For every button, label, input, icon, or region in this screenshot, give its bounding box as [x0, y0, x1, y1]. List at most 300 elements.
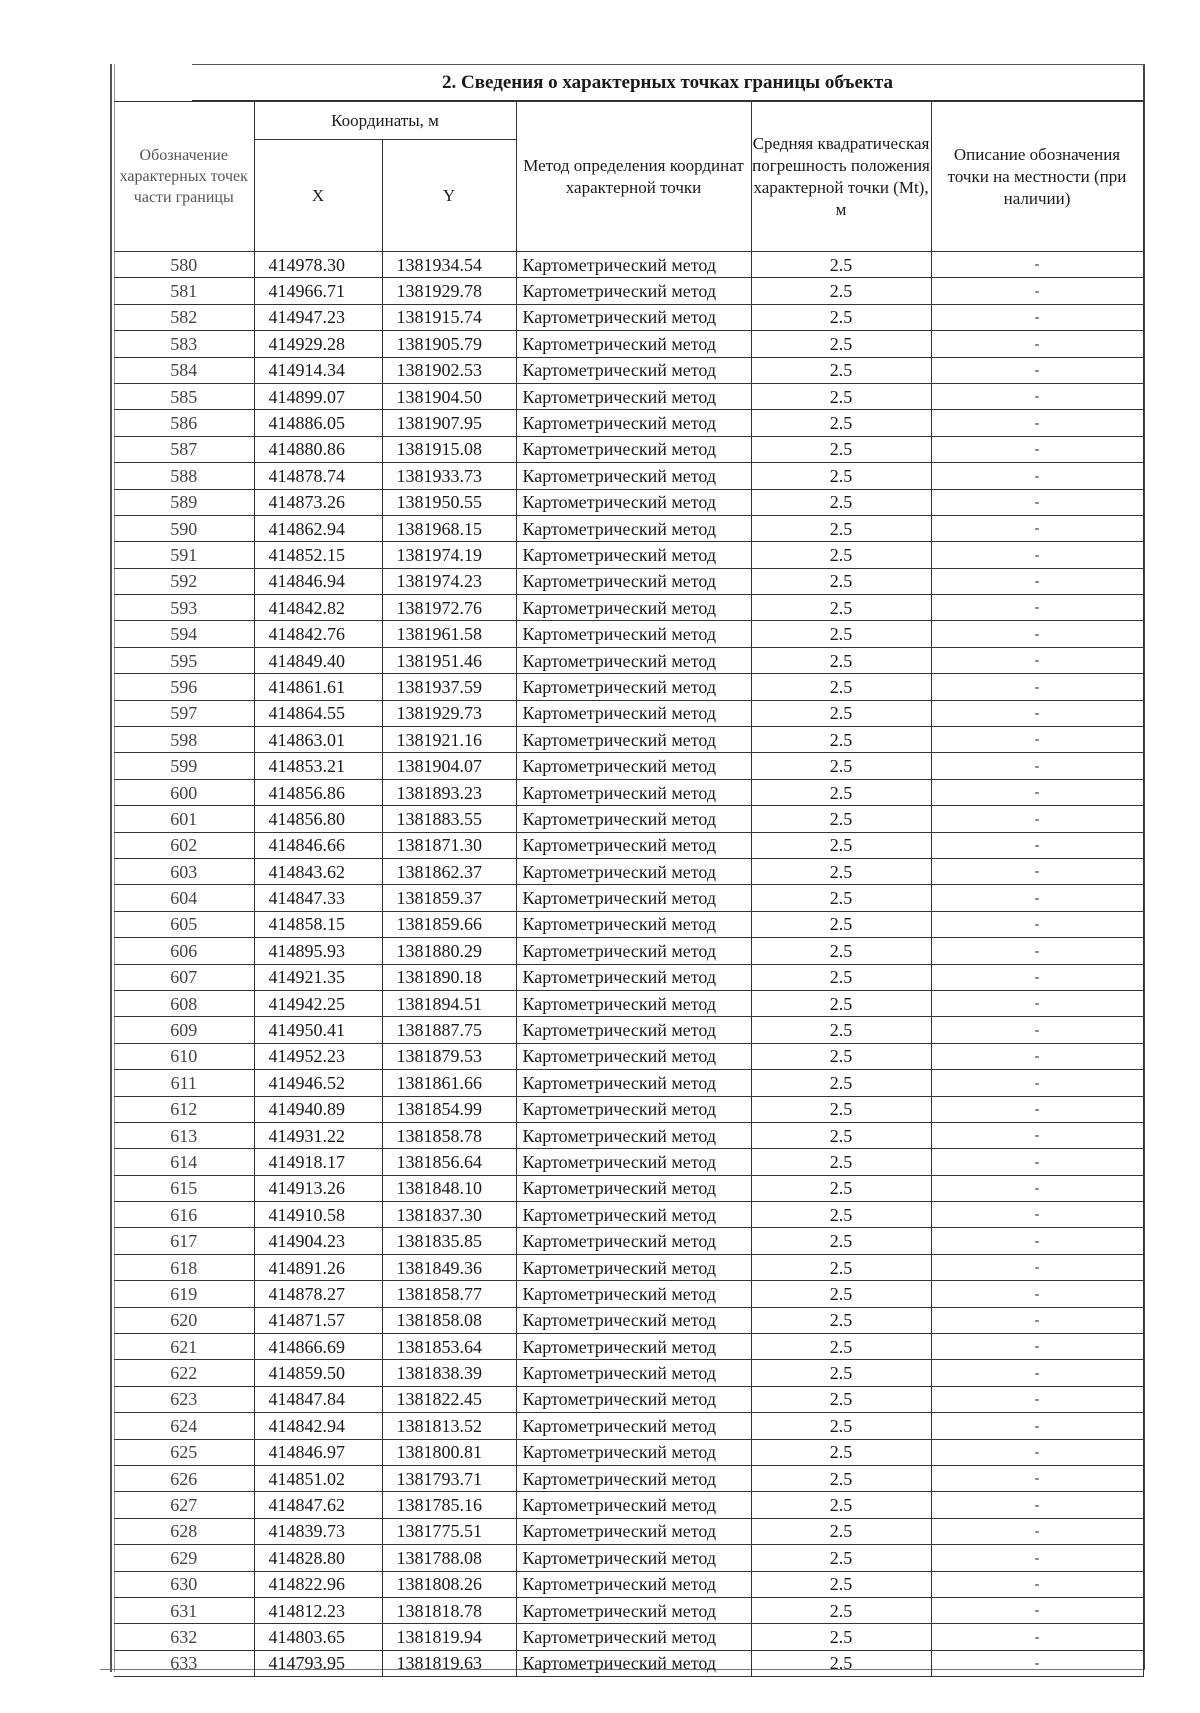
table-row	[114, 304, 1143, 330]
coord-y: 1381813.52	[382, 1413, 516, 1439]
method-cell: Картометрический метод	[516, 1413, 751, 1439]
error-cell: 2.5	[751, 1070, 931, 1096]
error-cell: 2.5	[751, 463, 931, 489]
point-number: 593	[114, 595, 254, 621]
coord-y: 1381775.51	[382, 1518, 516, 1544]
method-cell: Картометрический метод	[516, 700, 751, 726]
coord-y: 1381968.15	[382, 515, 516, 541]
description-cell: -	[931, 515, 1143, 541]
point-number: 602	[114, 832, 254, 858]
coord-x: 414895.93	[254, 938, 382, 964]
header-method: Метод определения координат характерной точки	[516, 102, 751, 252]
method-cell: Картометрический метод	[516, 383, 751, 409]
header-description: Описание обозначения точки на местности (при наличии)	[931, 102, 1143, 252]
coord-y: 1381848.10	[382, 1175, 516, 1201]
method-cell: Картометрический метод	[516, 1386, 751, 1412]
method-cell: Картометрический метод	[516, 515, 751, 541]
description-cell: -	[931, 806, 1143, 832]
description-cell: -	[931, 436, 1143, 462]
error-cell: 2.5	[751, 700, 931, 726]
table-row	[114, 1017, 1143, 1043]
error-cell: 2.5	[751, 1360, 931, 1386]
point-number: 617	[114, 1228, 254, 1254]
method-cell: Картометрический метод	[516, 938, 751, 964]
error-cell: 2.5	[751, 1650, 931, 1676]
header-x: X	[254, 140, 382, 252]
method-cell: Картометрический метод	[516, 568, 751, 594]
description-cell: -	[931, 700, 1143, 726]
description-cell: -	[931, 410, 1143, 436]
description-cell: -	[931, 331, 1143, 357]
error-cell: 2.5	[751, 1334, 931, 1360]
table-row	[114, 806, 1143, 832]
description-cell: -	[931, 647, 1143, 673]
coord-x: 414803.65	[254, 1624, 382, 1650]
error-cell: 2.5	[751, 911, 931, 937]
point-number: 629	[114, 1545, 254, 1571]
section-title: 2. Сведения о характерных точках границы объекта	[192, 66, 1143, 101]
description-cell: -	[931, 1043, 1143, 1069]
table-row	[114, 753, 1143, 779]
coord-y: 1381859.37	[382, 885, 516, 911]
error-cell: 2.5	[751, 753, 931, 779]
description-cell: -	[931, 1334, 1143, 1360]
description-cell: -	[931, 568, 1143, 594]
point-number: 632	[114, 1624, 254, 1650]
coord-y: 1381785.16	[382, 1492, 516, 1518]
method-cell: Картометрический метод	[516, 1307, 751, 1333]
description-cell: -	[931, 938, 1143, 964]
coord-y: 1381883.55	[382, 806, 516, 832]
coord-x: 414842.76	[254, 621, 382, 647]
error-cell: 2.5	[751, 1202, 931, 1228]
error-cell: 2.5	[751, 1413, 931, 1439]
coord-x: 414918.17	[254, 1149, 382, 1175]
table-row	[114, 1386, 1143, 1412]
table-row	[114, 1228, 1143, 1254]
error-cell: 2.5	[751, 964, 931, 990]
coord-y: 1381905.79	[382, 331, 516, 357]
point-number: 607	[114, 964, 254, 990]
coord-x: 414859.50	[254, 1360, 382, 1386]
coord-x: 414913.26	[254, 1175, 382, 1201]
description-cell: -	[931, 1571, 1143, 1597]
coord-y: 1381793.71	[382, 1465, 516, 1491]
coord-y: 1381819.94	[382, 1624, 516, 1650]
error-cell: 2.5	[751, 1439, 931, 1465]
coord-y: 1381822.45	[382, 1386, 516, 1412]
table-row	[114, 1439, 1143, 1465]
method-cell: Картометрический метод	[516, 489, 751, 515]
point-number: 609	[114, 1017, 254, 1043]
method-cell: Картометрический метод	[516, 1334, 751, 1360]
coord-y: 1381853.64	[382, 1334, 516, 1360]
description-cell: -	[931, 542, 1143, 568]
method-cell: Картометрический метод	[516, 990, 751, 1016]
method-cell: Картометрический метод	[516, 1597, 751, 1623]
error-cell: 2.5	[751, 779, 931, 805]
table-row	[114, 252, 1143, 278]
point-number: 592	[114, 568, 254, 594]
coord-x: 414929.28	[254, 331, 382, 357]
point-number: 586	[114, 410, 254, 436]
description-cell: -	[931, 304, 1143, 330]
coord-y: 1381974.19	[382, 542, 516, 568]
coord-y: 1381894.51	[382, 990, 516, 1016]
error-cell: 2.5	[751, 1465, 931, 1491]
coord-x: 414849.40	[254, 647, 382, 673]
coord-y: 1381838.39	[382, 1360, 516, 1386]
description-cell: -	[931, 621, 1143, 647]
method-cell: Картометрический метод	[516, 621, 751, 647]
point-number: 591	[114, 542, 254, 568]
error-cell: 2.5	[751, 885, 931, 911]
table-row	[114, 383, 1143, 409]
point-number: 589	[114, 489, 254, 515]
coord-y: 1381915.74	[382, 304, 516, 330]
point-number: 615	[114, 1175, 254, 1201]
description-cell: -	[931, 1465, 1143, 1491]
coord-y: 1381933.73	[382, 463, 516, 489]
error-cell: 2.5	[751, 357, 931, 383]
coord-x: 414904.23	[254, 1228, 382, 1254]
method-cell: Картометрический метод	[516, 1465, 751, 1491]
description-cell: -	[931, 1254, 1143, 1280]
error-cell: 2.5	[751, 832, 931, 858]
error-cell: 2.5	[751, 252, 931, 278]
method-cell: Картометрический метод	[516, 1096, 751, 1122]
point-number: 626	[114, 1465, 254, 1491]
table-row	[114, 832, 1143, 858]
description-cell: -	[931, 1096, 1143, 1122]
coord-x: 414966.71	[254, 278, 382, 304]
point-number: 622	[114, 1360, 254, 1386]
coord-x: 414862.94	[254, 515, 382, 541]
method-cell: Картометрический метод	[516, 1175, 751, 1201]
description-cell: -	[931, 1017, 1143, 1043]
point-number: 620	[114, 1307, 254, 1333]
coord-x: 414947.23	[254, 304, 382, 330]
point-number: 611	[114, 1070, 254, 1096]
table-row	[114, 674, 1143, 700]
table-row	[114, 1545, 1143, 1571]
coord-y: 1381961.58	[382, 621, 516, 647]
table-row	[114, 1413, 1143, 1439]
table-row	[114, 1360, 1143, 1386]
coord-y: 1381808.26	[382, 1571, 516, 1597]
method-cell: Картометрический метод	[516, 911, 751, 937]
description-cell: -	[931, 1070, 1143, 1096]
coord-x: 414846.94	[254, 568, 382, 594]
coord-x: 414853.21	[254, 753, 382, 779]
error-cell: 2.5	[751, 1149, 931, 1175]
method-cell: Картометрический метод	[516, 858, 751, 884]
coord-x: 414878.27	[254, 1281, 382, 1307]
coord-x: 414842.82	[254, 595, 382, 621]
coord-x: 414793.95	[254, 1650, 382, 1676]
coord-y: 1381915.08	[382, 436, 516, 462]
point-number: 580	[114, 252, 254, 278]
point-number: 605	[114, 911, 254, 937]
coord-x: 414910.58	[254, 1202, 382, 1228]
header-error: Средняя квадратическая погрешность положения характерной точки (Mt), м	[751, 102, 931, 252]
error-cell: 2.5	[751, 595, 931, 621]
description-cell: -	[931, 1545, 1143, 1571]
point-number: 588	[114, 463, 254, 489]
coord-x: 414847.84	[254, 1386, 382, 1412]
error-cell: 2.5	[751, 806, 931, 832]
coord-x: 414871.57	[254, 1307, 382, 1333]
coord-y: 1381800.81	[382, 1439, 516, 1465]
coord-y: 1381835.85	[382, 1228, 516, 1254]
method-cell: Картометрический метод	[516, 1571, 751, 1597]
table-row	[114, 1650, 1143, 1676]
table-row	[114, 1202, 1143, 1228]
error-cell: 2.5	[751, 1096, 931, 1122]
point-number: 584	[114, 357, 254, 383]
coord-y: 1381859.66	[382, 911, 516, 937]
table-row	[114, 911, 1143, 937]
description-cell: -	[931, 1360, 1143, 1386]
coord-x: 414856.80	[254, 806, 382, 832]
coord-x: 414864.55	[254, 700, 382, 726]
description-cell: -	[931, 1202, 1143, 1228]
table-row	[114, 1597, 1143, 1623]
table-row	[114, 1307, 1143, 1333]
coord-x: 414846.97	[254, 1439, 382, 1465]
point-number: 603	[114, 858, 254, 884]
table-row	[114, 1175, 1143, 1201]
description-cell: -	[931, 1149, 1143, 1175]
description-cell: -	[931, 1597, 1143, 1623]
coord-y: 1381951.46	[382, 647, 516, 673]
method-cell: Картометрический метод	[516, 674, 751, 700]
scan-border-top	[192, 64, 1145, 65]
error-cell: 2.5	[751, 1175, 931, 1201]
coord-y: 1381788.08	[382, 1545, 516, 1571]
method-cell: Картометрический метод	[516, 753, 751, 779]
point-number: 582	[114, 304, 254, 330]
description-cell: -	[931, 858, 1143, 884]
description-cell: -	[931, 1175, 1143, 1201]
error-cell: 2.5	[751, 1386, 931, 1412]
coord-x: 414899.07	[254, 383, 382, 409]
error-cell: 2.5	[751, 568, 931, 594]
description-cell: -	[931, 1492, 1143, 1518]
method-cell: Картометрический метод	[516, 647, 751, 673]
coord-x: 414942.25	[254, 990, 382, 1016]
table-row	[114, 727, 1143, 753]
table-row	[114, 1334, 1143, 1360]
coord-y: 1381950.55	[382, 489, 516, 515]
description-cell: -	[931, 1439, 1143, 1465]
coord-x: 414842.94	[254, 1413, 382, 1439]
table-row	[114, 489, 1143, 515]
coord-y: 1381887.75	[382, 1017, 516, 1043]
method-cell: Картометрический метод	[516, 357, 751, 383]
header-y: Y	[382, 140, 516, 252]
coord-x: 414940.89	[254, 1096, 382, 1122]
coord-x: 414950.41	[254, 1017, 382, 1043]
header-point-label: Обозначение характерных точек части границы	[114, 102, 254, 252]
error-cell: 2.5	[751, 647, 931, 673]
method-cell: Картометрический метод	[516, 1281, 751, 1307]
coord-x: 414856.86	[254, 779, 382, 805]
coord-y: 1381858.78	[382, 1122, 516, 1148]
table-row	[114, 278, 1143, 304]
description-cell: -	[931, 489, 1143, 515]
point-number: 623	[114, 1386, 254, 1412]
point-number: 630	[114, 1571, 254, 1597]
method-cell: Картометрический метод	[516, 1624, 751, 1650]
coord-y: 1381937.59	[382, 674, 516, 700]
method-cell: Картометрический метод	[516, 463, 751, 489]
coord-x: 414931.22	[254, 1122, 382, 1148]
point-number: 606	[114, 938, 254, 964]
method-cell: Картометрический метод	[516, 1360, 751, 1386]
coord-y: 1381972.76	[382, 595, 516, 621]
coord-y: 1381861.66	[382, 1070, 516, 1096]
method-cell: Картометрический метод	[516, 1043, 751, 1069]
method-cell: Картометрический метод	[516, 1518, 751, 1544]
description-cell: -	[931, 1228, 1143, 1254]
method-cell: Картометрический метод	[516, 964, 751, 990]
coord-x: 414978.30	[254, 252, 382, 278]
method-cell: Картометрический метод	[516, 779, 751, 805]
table-row	[114, 463, 1143, 489]
description-cell: -	[931, 595, 1143, 621]
description-cell: -	[931, 383, 1143, 409]
table-row	[114, 1122, 1143, 1148]
error-cell: 2.5	[751, 304, 931, 330]
method-cell: Картометрический метод	[516, 595, 751, 621]
error-cell: 2.5	[751, 1624, 931, 1650]
coord-x: 414843.62	[254, 858, 382, 884]
error-cell: 2.5	[751, 542, 931, 568]
coord-y: 1381921.16	[382, 727, 516, 753]
description-cell: -	[931, 674, 1143, 700]
description-cell: -	[931, 357, 1143, 383]
table-row	[114, 779, 1143, 805]
table-row	[114, 858, 1143, 884]
method-cell: Картометрический метод	[516, 1149, 751, 1175]
table-row	[114, 990, 1143, 1016]
coord-y: 1381929.73	[382, 700, 516, 726]
description-cell: -	[931, 885, 1143, 911]
coord-x: 414863.01	[254, 727, 382, 753]
method-cell: Картометрический метод	[516, 1070, 751, 1096]
error-cell: 2.5	[751, 1545, 931, 1571]
method-cell: Картометрический метод	[516, 1017, 751, 1043]
description-cell: -	[931, 1281, 1143, 1307]
point-number: 583	[114, 331, 254, 357]
error-cell: 2.5	[751, 990, 931, 1016]
coord-x: 414952.23	[254, 1043, 382, 1069]
point-number: 628	[114, 1518, 254, 1544]
table-row	[114, 1624, 1143, 1650]
method-cell: Картометрический метод	[516, 1439, 751, 1465]
description-cell: -	[931, 1624, 1143, 1650]
table-row	[114, 1096, 1143, 1122]
coord-x: 414946.52	[254, 1070, 382, 1096]
point-number: 601	[114, 806, 254, 832]
error-cell: 2.5	[751, 1122, 931, 1148]
coord-y: 1381854.99	[382, 1096, 516, 1122]
coord-y: 1381837.30	[382, 1202, 516, 1228]
error-cell: 2.5	[751, 1254, 931, 1280]
point-number: 616	[114, 1202, 254, 1228]
point-number: 627	[114, 1492, 254, 1518]
table-row	[114, 1281, 1143, 1307]
error-cell: 2.5	[751, 331, 931, 357]
table-row	[114, 542, 1143, 568]
point-number: 612	[114, 1096, 254, 1122]
point-number: 596	[114, 674, 254, 700]
error-cell: 2.5	[751, 1228, 931, 1254]
coord-y: 1381849.36	[382, 1254, 516, 1280]
table-row	[114, 1492, 1143, 1518]
method-cell: Картометрический метод	[516, 1650, 751, 1676]
point-number: 594	[114, 621, 254, 647]
scan-border-left	[110, 64, 112, 1672]
error-cell: 2.5	[751, 515, 931, 541]
coord-y: 1381862.37	[382, 858, 516, 884]
coord-y: 1381818.78	[382, 1597, 516, 1623]
description-cell: -	[931, 278, 1143, 304]
description-cell: -	[931, 1650, 1143, 1676]
point-number: 600	[114, 779, 254, 805]
coord-x: 414878.74	[254, 463, 382, 489]
point-number: 625	[114, 1439, 254, 1465]
point-number: 619	[114, 1281, 254, 1307]
point-number: 608	[114, 990, 254, 1016]
method-cell: Картометрический метод	[516, 542, 751, 568]
point-number: 597	[114, 700, 254, 726]
method-cell: Картометрический метод	[516, 1202, 751, 1228]
error-cell: 2.5	[751, 1281, 931, 1307]
description-cell: -	[931, 1122, 1143, 1148]
error-cell: 2.5	[751, 858, 931, 884]
method-cell: Картометрический метод	[516, 304, 751, 330]
method-cell: Картометрический метод	[516, 1492, 751, 1518]
table-row	[114, 595, 1143, 621]
description-cell: -	[931, 1386, 1143, 1412]
coord-x: 414880.86	[254, 436, 382, 462]
coord-y: 1381974.23	[382, 568, 516, 594]
coord-x: 414828.80	[254, 1545, 382, 1571]
error-cell: 2.5	[751, 489, 931, 515]
method-cell: Картометрический метод	[516, 278, 751, 304]
error-cell: 2.5	[751, 727, 931, 753]
table-row	[114, 938, 1143, 964]
point-number: 604	[114, 885, 254, 911]
coord-y: 1381904.50	[382, 383, 516, 409]
table-row	[114, 436, 1143, 462]
coord-x: 414861.61	[254, 674, 382, 700]
point-number: 595	[114, 647, 254, 673]
table-row	[114, 885, 1143, 911]
description-cell: -	[931, 1413, 1143, 1439]
coord-x: 414847.33	[254, 885, 382, 911]
point-number: 624	[114, 1413, 254, 1439]
coord-y: 1381856.64	[382, 1149, 516, 1175]
error-cell: 2.5	[751, 938, 931, 964]
coord-x: 414886.05	[254, 410, 382, 436]
point-number: 581	[114, 278, 254, 304]
coord-y: 1381879.53	[382, 1043, 516, 1069]
method-cell: Картометрический метод	[516, 252, 751, 278]
table-row	[114, 621, 1143, 647]
